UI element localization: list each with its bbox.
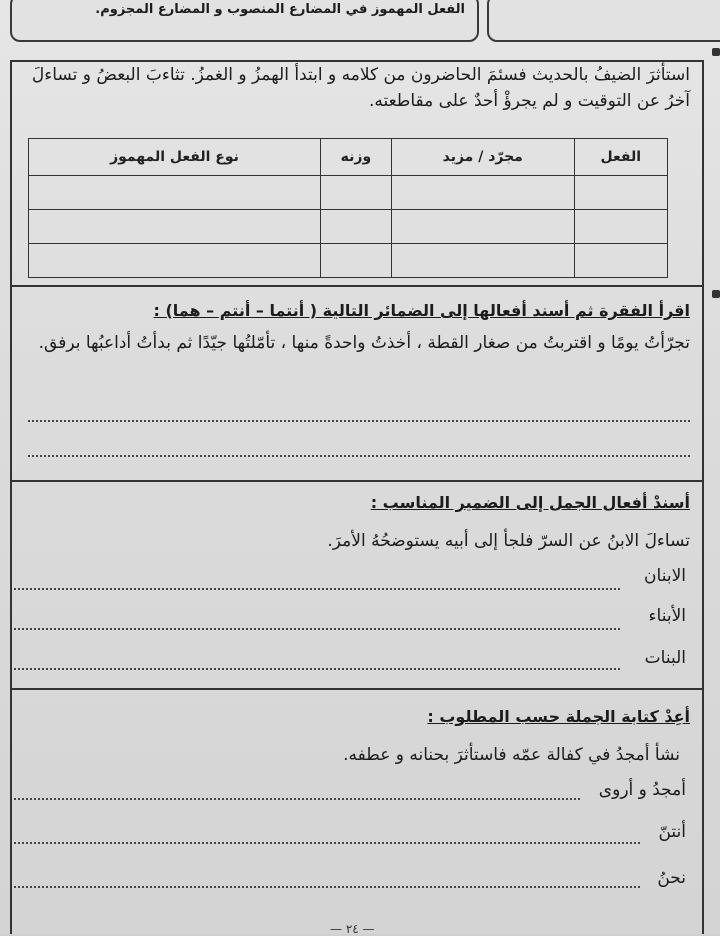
table-cell[interactable] [391, 244, 574, 278]
divider-2 [10, 480, 704, 482]
header-title: الفعل المهموز في المضارع المنصوب و المضارع المجزوم. [95, 2, 465, 17]
binder-mark [712, 48, 720, 56]
table-cell[interactable] [29, 176, 321, 210]
table-cell[interactable] [574, 244, 667, 278]
pronoun-label: البنات [644, 648, 686, 668]
verb-analysis-table [28, 138, 668, 278]
binder-mark [712, 290, 720, 298]
table-cell[interactable] [320, 210, 391, 244]
table-row [29, 176, 668, 210]
table-row [29, 244, 668, 278]
table-header-cell: الفعل [574, 139, 667, 176]
section1-paragraph: استأثرَ الضيفُ بالحديث فسئمَ الحاضرون من كلامه و ابتدأ الهمزُ و الغمزُ. تثاءبَ البعضُ و تساءلَ آخرُ عن التوقيت و لم يجرؤْ أحدٌ على مقاطعته. [31, 65, 690, 111]
table-header-cell: نوع الفعل المهموز [29, 139, 321, 176]
pronoun-label: أنتنّ [658, 822, 686, 842]
header-box-left [10, 0, 479, 42]
divider-1 [10, 285, 704, 287]
pronoun-label: الابنان [644, 566, 686, 586]
answer-line[interactable] [28, 420, 690, 422]
answer-line[interactable] [14, 886, 640, 888]
table-row [29, 210, 668, 244]
table-cell[interactable] [391, 176, 574, 210]
pronoun-label: نحنُ [657, 868, 686, 888]
answer-line[interactable] [14, 628, 620, 630]
section4-heading: أعِدْ كتابة الجملة حسب المطلوب : [427, 707, 690, 726]
section4-sentence: نشأ أمجدُ في كفالة عمّه فاستأثرَ بحنانه و عطفه. [343, 745, 680, 765]
table-cell[interactable] [320, 176, 391, 210]
table-cell[interactable] [320, 244, 391, 278]
table-cell[interactable] [574, 210, 667, 244]
header-box-right [487, 0, 720, 42]
table-cell[interactable] [29, 210, 321, 244]
table-header-cell: مجرّد / مزيد [391, 139, 574, 176]
pronoun-label: أمجدُ و أروى [598, 780, 686, 800]
section3-heading: أسندْ أفعال الجمل إلى الضمير المناسب : [370, 493, 690, 512]
answer-line[interactable] [14, 798, 580, 800]
table-header-row [29, 139, 668, 176]
table-header-cell: وزنه [320, 139, 391, 176]
section2-heading: اقرأ الفقرة ثم أسند أفعالها إلى الضمائر التالية ( أنتما – أنتم – هما) : [153, 301, 690, 320]
answer-line[interactable] [14, 588, 620, 590]
table-cell[interactable] [574, 176, 667, 210]
section3-sentence: تساءلَ الابنُ عن السرّ فلجأ إلى أبيه يستوضحُهُ الأمرَ. [327, 531, 690, 551]
pronoun-label: الأبناء [648, 606, 686, 626]
divider-3 [10, 688, 704, 690]
page-number: — ٢٤ — [330, 922, 375, 936]
table-cell[interactable] [29, 244, 321, 278]
table-cell[interactable] [391, 210, 574, 244]
answer-line[interactable] [28, 455, 690, 457]
answer-line[interactable] [14, 842, 640, 844]
section2-paragraph: تجرّأتُ يومًا و اقتربتُ من صغار القطة ، أخذتُ واحدةً منها ، تأمّلتُها جيّدًا ثم بدأتُ أداعبُها برفق. [38, 333, 690, 353]
answer-line[interactable] [14, 668, 620, 670]
